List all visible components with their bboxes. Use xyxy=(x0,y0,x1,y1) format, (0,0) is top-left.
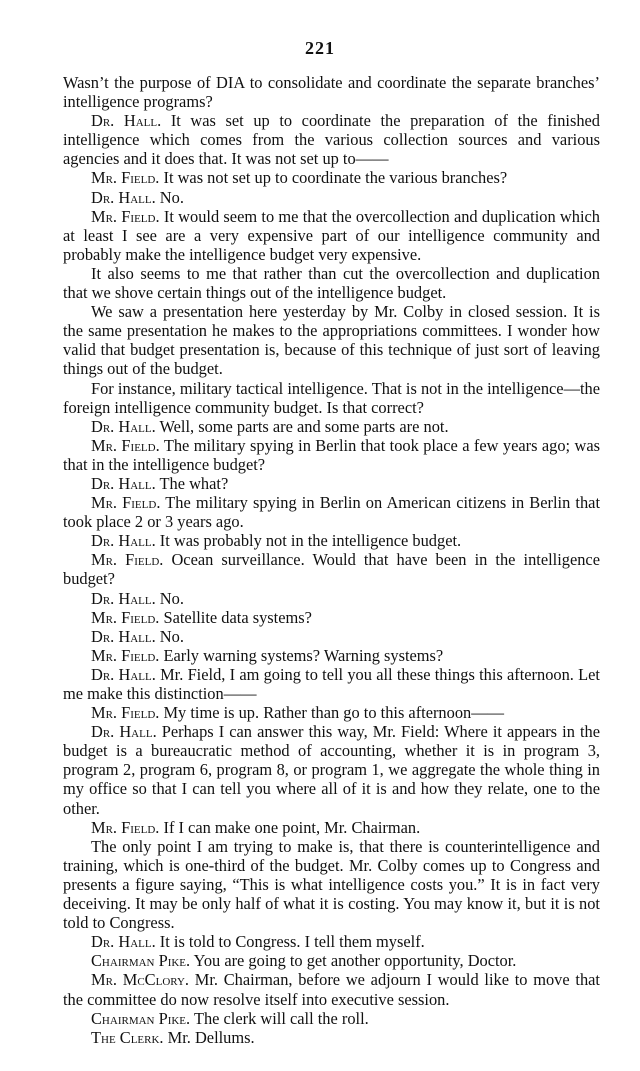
paragraph-text: For instance, military tactical intelligence. That is not in the intelligence—the foreign intelligence community budget. Is that correct? xyxy=(63,378,600,417)
speaker-name: Mr. Field. xyxy=(91,493,161,513)
transcript-paragraph xyxy=(63,168,600,187)
speaker-name: Mr. Field. xyxy=(91,607,160,627)
speaker-name: Mr. Field. xyxy=(91,645,160,665)
transcript-paragraph xyxy=(63,207,600,264)
transcript-paragraph xyxy=(63,627,600,646)
paragraph-text: No. xyxy=(159,588,184,608)
paragraph-text: The military spying in Berlin on American citizens in Berlin that took place 2 or 3 years ago. xyxy=(63,493,600,532)
transcript-paragraph xyxy=(63,932,600,951)
speaker-name: Dr. Hall. xyxy=(91,722,157,742)
paragraph-text: The what? xyxy=(159,473,229,493)
paragraph-text: It would seem to me that the overcollection and duplication which at least I see are a very expensive part of our intelligence community and probably make the intelligence budget very expensive. xyxy=(63,206,600,264)
transcript-paragraph xyxy=(63,1009,600,1028)
speaker-name: Dr. Hall. xyxy=(91,531,156,551)
speaker-name: Mr. Field. xyxy=(91,817,160,837)
paragraph-text: You are going to get another opportunity, Doctor. xyxy=(193,951,517,971)
paragraph-text: It was probably not in the intelligence budget. xyxy=(159,531,462,551)
paragraph-text: Early warning systems? Warning systems? xyxy=(163,645,444,665)
paragraph-text: It was not set up to coordinate the various branches? xyxy=(163,168,508,188)
paragraph-text: The only point I am trying to make is, that there is counterintelligence and training, which is one-third of the budget. Mr. Colby comes up to Congress and presents a figure saying, “This is what intelligence costs you.” It is in fact very deceiving. It may be only half of what it is costing. You may know it, but it is not told to Congress. xyxy=(63,836,600,933)
paragraph-text: It was set up to coordinate the preparation of the finished intelligence which comes from the various collection sources and various agencies and it does that. It was not set up to—— xyxy=(63,111,600,169)
paragraph-text: No. xyxy=(159,626,184,646)
transcript-paragraph xyxy=(63,417,600,436)
paragraph-text: We saw a presentation here yesterday by Mr. Colby in closed session. It is the same presentation he makes to the appropriations committees. I wonder how valid that budget presentation is, because of this technique of just sort of leaving things out of the budget. xyxy=(63,302,600,379)
transcript-paragraph xyxy=(63,302,600,378)
paragraph-text: Perhaps I can answer this way, Mr. Field: Where it appears in the budget is a bureaucratic method of accounting, whether it is in program 3, program 2, program 6, program 8, or program 1, we aggregate the whole thing in my office so that I can tell you where all of it is and how they relate, one to the other. xyxy=(63,722,600,818)
speaker-name: Dr. Hall. xyxy=(91,932,156,952)
transcript-paragraph xyxy=(63,665,600,703)
speaker-name: Mr. Field. xyxy=(91,206,160,226)
page-number: 221 xyxy=(305,38,335,58)
paragraph-text: No. xyxy=(159,187,184,207)
transcript-paragraph xyxy=(63,703,600,722)
paragraph-text: It also seems to me that rather than cut the overcollection and duplication that we shove certain things out of the intelligence budget. xyxy=(63,263,600,303)
transcript-paragraph xyxy=(63,493,600,531)
paragraph-text: If I can make one point, Mr. Chairman. xyxy=(163,817,421,837)
transcript-paragraph xyxy=(63,970,600,1008)
speaker-name: Chairman Pike. xyxy=(91,1008,191,1028)
speaker-name: Dr. Hall. xyxy=(91,473,156,493)
transcript-paragraph xyxy=(63,474,600,493)
paragraph-text: My time is up. Rather than go to this afternoon—— xyxy=(163,703,504,723)
speaker-name: Mr. McClory. xyxy=(91,970,190,990)
transcript-paragraph xyxy=(63,589,600,608)
paragraph-text: Well, some parts are and some parts are not. xyxy=(159,416,449,436)
speaker-name: Dr. Hall. xyxy=(91,664,156,684)
speaker-name: Mr. Field. xyxy=(91,435,160,455)
transcript-paragraph xyxy=(63,646,600,665)
paragraph-text: Satellite data systems? xyxy=(163,607,312,627)
speaker-name: Dr. Hall. xyxy=(91,588,156,608)
transcript-paragraph xyxy=(63,608,600,627)
speaker-name: Dr. Hall. xyxy=(91,187,156,207)
paragraph-text: Ocean surveillance. Would that have been in the intelligence budget? xyxy=(63,550,600,589)
paragraph-text: The military spying in Berlin that took place a few years ago; was that in the intelligence budget? xyxy=(63,435,600,474)
speaker-name: The Clerk. xyxy=(91,1027,164,1047)
paragraph-text: Mr. Field, I am going to tell you all these things this afternoon. Let me make this distinction—— xyxy=(63,664,600,703)
paragraph-text: It is told to Congress. I tell them myself. xyxy=(159,932,425,952)
transcript-paragraph xyxy=(63,188,600,207)
transcript-paragraph xyxy=(63,111,600,168)
speaker-name: Dr. Hall. xyxy=(91,626,156,646)
transcript-paragraph xyxy=(63,722,600,817)
paragraph-text: Mr. Dellums. xyxy=(167,1027,255,1047)
transcript-paragraph xyxy=(63,379,600,417)
paragraph-text: Mr. Chairman, before we adjourn I would like to move that the committee do now resolve itself into executive session. xyxy=(63,970,600,1009)
speaker-name: Chairman Pike. xyxy=(91,951,191,971)
transcript-paragraph xyxy=(63,818,600,837)
transcript-paragraph xyxy=(63,73,600,111)
speaker-name: Mr. Field. xyxy=(91,550,164,570)
paragraph-text: The clerk will call the roll. xyxy=(193,1008,369,1028)
transcript-paragraph xyxy=(63,837,600,932)
transcript-paragraph xyxy=(63,264,600,302)
speaker-name: Mr. Field. xyxy=(91,168,160,188)
transcript-paragraph xyxy=(63,550,600,588)
transcript-paragraph xyxy=(63,951,600,970)
speaker-name: Dr. Hall. xyxy=(91,416,156,436)
transcript-body xyxy=(63,73,600,1047)
speaker-name: Mr. Field. xyxy=(91,703,160,723)
paragraph-text: Wasn’t the purpose of DIA to consolidate and coordinate the separate branches’ intelligence programs? xyxy=(63,73,600,112)
transcript-paragraph xyxy=(63,436,600,474)
speaker-name: Dr. Hall. xyxy=(91,111,162,131)
transcript-paragraph xyxy=(63,1028,600,1047)
transcript-paragraph xyxy=(63,531,600,550)
